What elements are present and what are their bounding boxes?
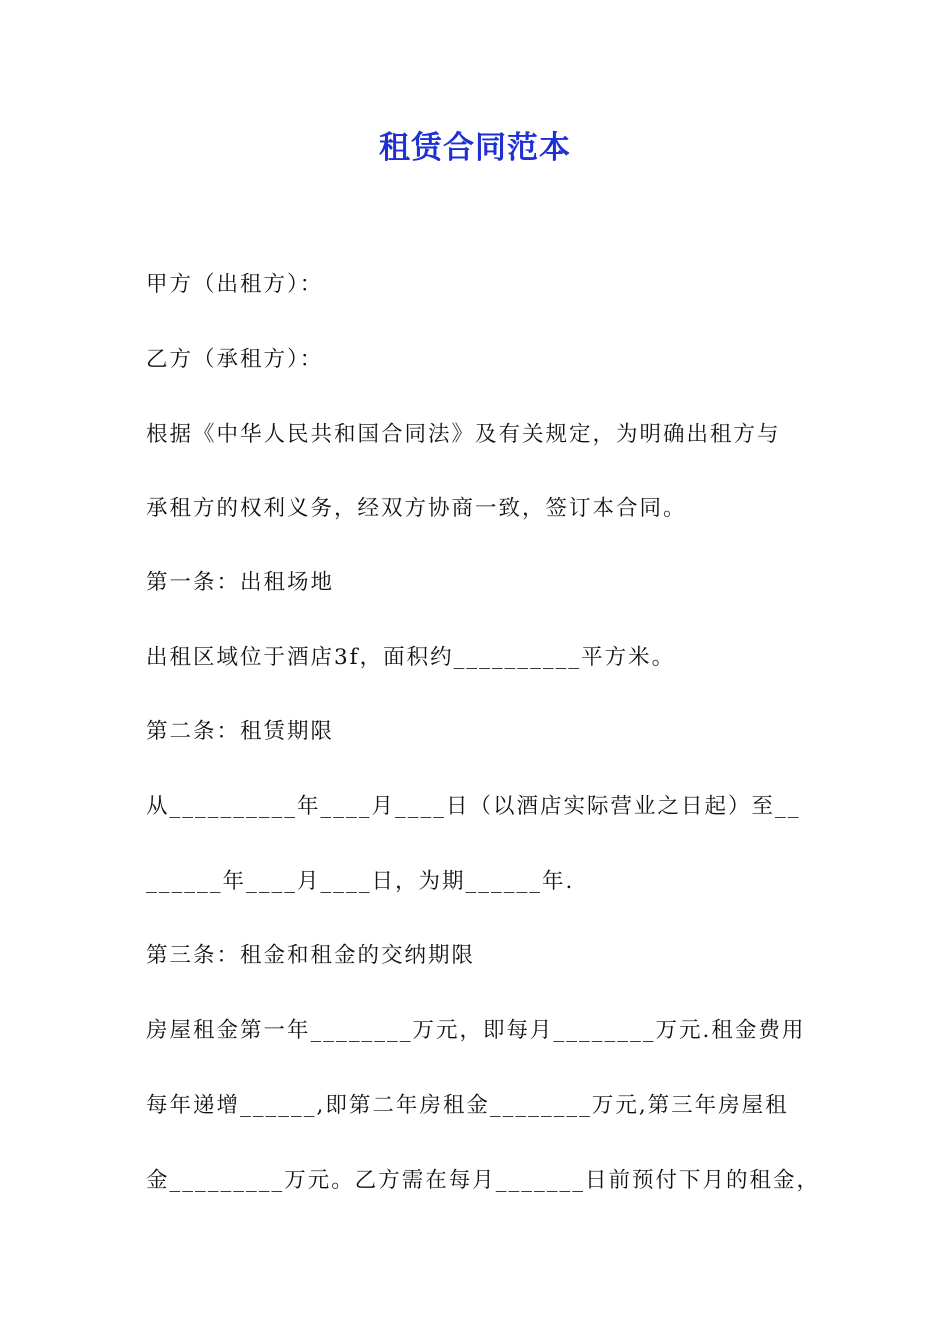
- article-2-body-line-1: 从__________年____月____日（以酒店实际营业之日起）至__: [146, 794, 801, 819]
- article-3-body-line-2: 每年递增______,即第二年房租金________万元,第三年房屋租: [146, 1093, 789, 1118]
- article-1-heading: 第一条：出租场地: [146, 570, 335, 595]
- article-3-heading: 第三条：租金和租金的交纳期限: [146, 943, 476, 968]
- preamble-line-2: 承租方的权利义务，经双方协商一致，签订本合同。: [146, 496, 687, 521]
- article-2-heading: 第二条：租赁期限: [146, 719, 335, 744]
- article-1-body: 出租区域位于酒店3f，面积约__________平方米。: [146, 645, 676, 670]
- article-2-body-line-2: ______年____月____日，为期______年.: [146, 869, 575, 894]
- party-b-line: 乙方（承租方）：: [146, 347, 324, 372]
- document-title: 租赁合同范本: [379, 130, 571, 166]
- party-a-line: 甲方（出租方）：: [146, 272, 324, 297]
- preamble-line-1: 根据《中华人民共和国合同法》及有关规定，为明确出租方与: [146, 422, 781, 447]
- article-3-body-line-1: 房屋租金第一年________万元，即每月________万元.租金费用: [146, 1018, 806, 1043]
- article-3-body-line-3: 金_________万元。乙方需在每月_______日前预付下月的租金，: [146, 1168, 821, 1193]
